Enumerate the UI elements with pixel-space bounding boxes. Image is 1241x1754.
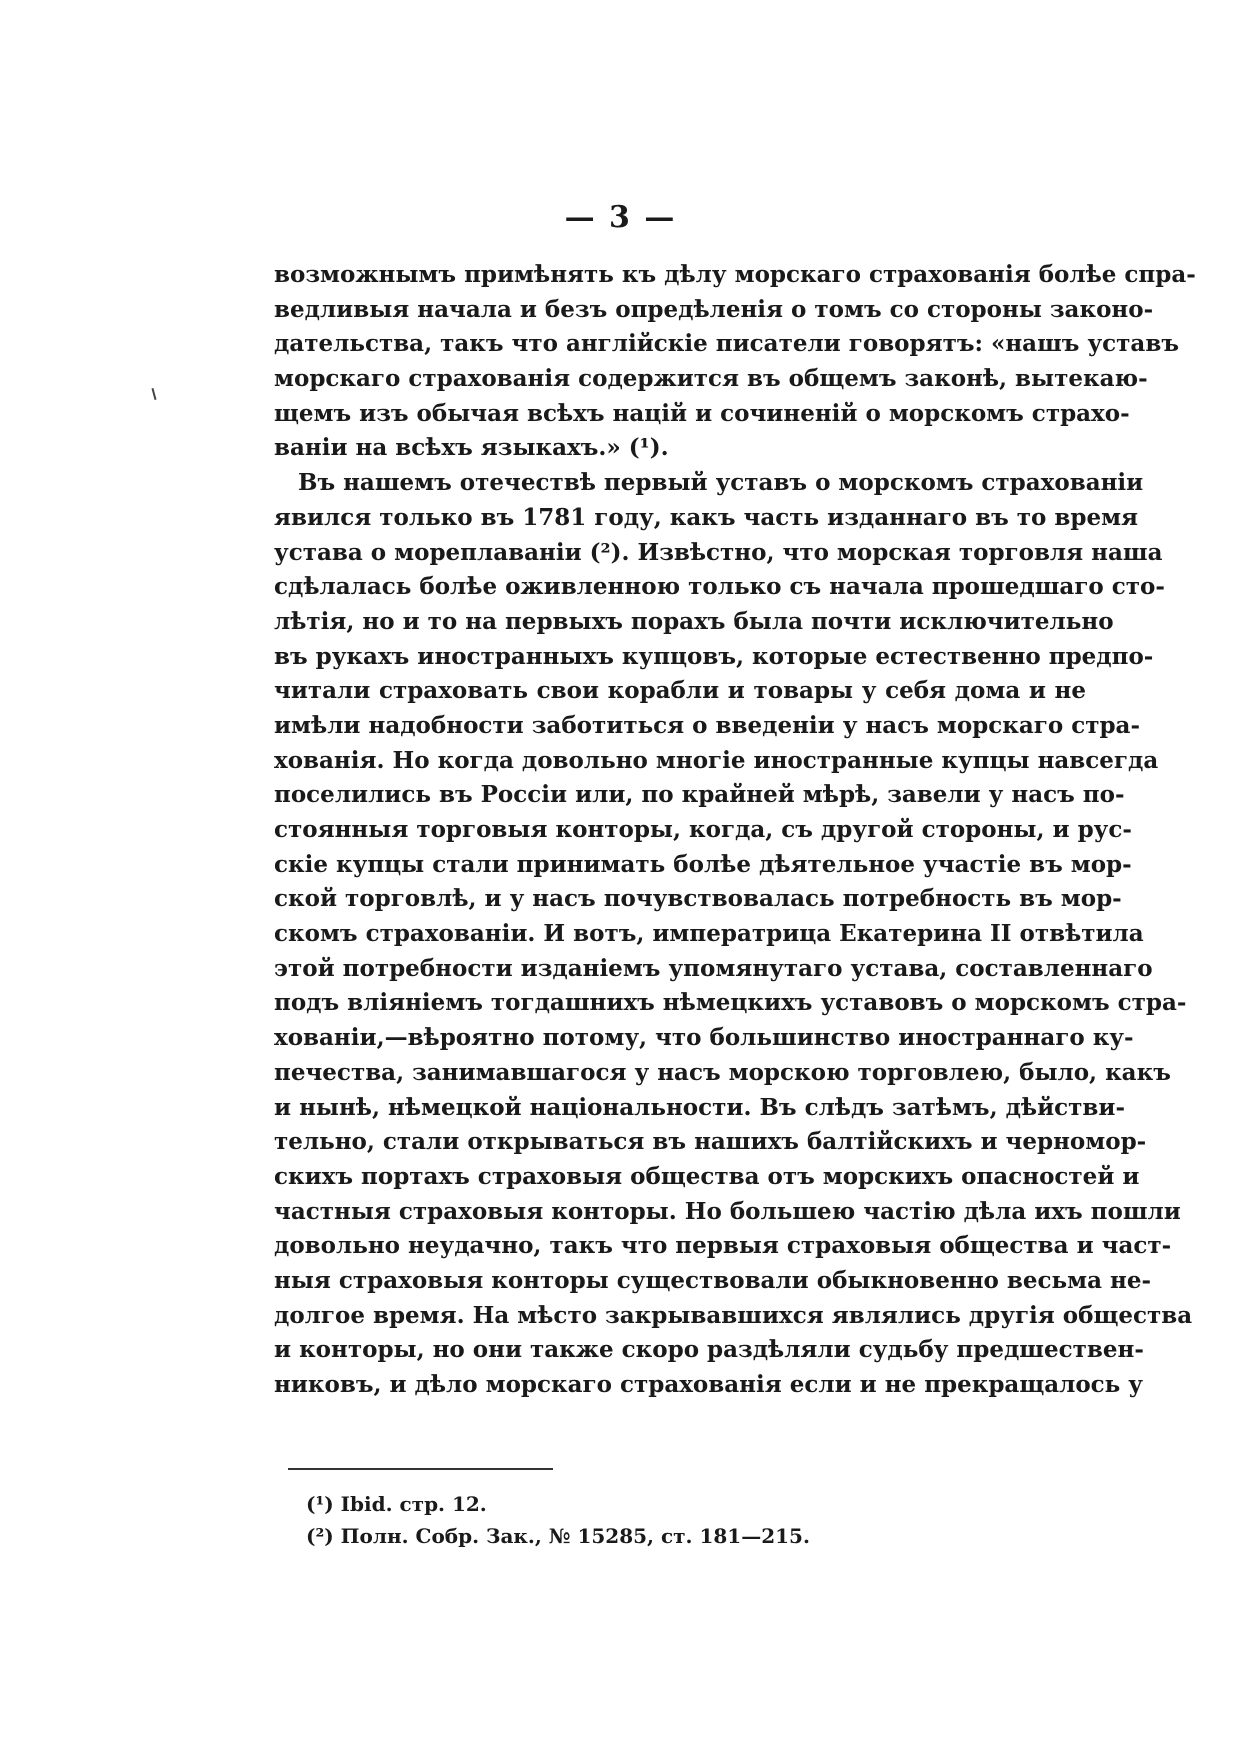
page-number: — 3 —: [564, 200, 677, 235]
text-line: хованіи,—вѣроятно потому, что большинство иностраннаго ку-: [274, 1024, 1134, 1052]
text-line: ведливыя начала и безъ опредѣленія о томъ со стороны законо-: [274, 295, 1154, 323]
text-line: и конторы, но они также скоро раздѣляли судьбу предшествен-: [274, 1336, 1144, 1364]
text-line: въ рукахъ иностранныхъ купцовъ, которые естественно предпо-: [274, 642, 1154, 670]
text-line: печества, занимавшагося у насъ морскою торговлею, было, какъ: [274, 1058, 1171, 1086]
text-line: ныя страховыя конторы существовали обыкновенно весьма не-: [274, 1266, 1152, 1294]
text-line: поселились въ Россіи или, по крайней мѣрѣ, завели у насъ по-: [274, 781, 1125, 809]
text-line: скихъ портахъ страховыя общества отъ морскихъ опасностей и: [274, 1162, 1140, 1190]
text-line: сдѣлалась болѣе оживленною только съ начала прошедшаго сто-: [274, 573, 1165, 601]
body-text: [274, 258, 1196, 1403]
text-line: ской торговлѣ, и у насъ почувствовалась потребность въ мор-: [274, 885, 1122, 913]
text-line: никовъ, и дѣло морскаго страхованія если и не прекращалось у: [274, 1371, 1144, 1398]
text-line: возможнымъ примѣнять къ дѣлу морскаго страхованія болѣе спра-: [274, 261, 1196, 288]
text-line: подъ вліяніемъ тогдашнихъ нѣмецкихъ уставовъ о морскомъ стра-: [274, 989, 1187, 1017]
text-line: довольно неудачно, такъ что первыя страховыя общества и част-: [274, 1232, 1172, 1260]
text-line: скомъ страхованіи. И вотъ, императрица Екатерина II отвѣтила: [274, 920, 1144, 948]
footnote: (²) Полн. Собр. Зак., № 15285, ст. 181—215.: [306, 1524, 810, 1548]
footnote: (¹) Ibid. стр. 12.: [306, 1492, 487, 1516]
text-line: этой потребности изданіемъ упомянутаго устава, составленнаго: [274, 954, 1153, 982]
text-line: читали страховать свои корабли и товары у себя дома и не: [274, 677, 1086, 705]
text-line: Въ нашемъ отечествѣ первый уставъ о морскомъ страхованіи: [298, 469, 1144, 497]
text-line: и нынѣ, нѣмецкой національности. Въ слѣдъ затѣмъ, дѣйстви-: [274, 1093, 1125, 1121]
text-line: частныя страховыя конторы. Но большею частію дѣла ихъ пошли: [274, 1197, 1181, 1225]
text-line: ваніи на всѣхъ языкахъ.» (¹).: [274, 434, 669, 462]
text-line: устава о мореплаваніи (²). Извѣстно, что морская торговля наша: [274, 538, 1163, 566]
text-line: имѣли надобности заботиться о введеніи у насъ морскаго стра-: [274, 711, 1140, 739]
text-line: хованія. Но когда довольно многіе иностранные купцы навсегда: [274, 746, 1159, 774]
footnotes: [306, 1488, 1006, 1552]
text-line: тельно, стали открываться въ нашихъ балтійскихъ и черномор-: [274, 1128, 1147, 1156]
text-line: скіе купцы стали принимать болѣе дѣятельное участіе въ мор-: [274, 850, 1132, 878]
text-line: морскаго страхованія содержится въ общемъ законѣ, вытекаю-: [274, 365, 1148, 393]
scan-artifact: [151, 388, 156, 400]
text-line: щемъ изъ обычая всѣхъ націй и сочиненій о морскомъ страхо-: [274, 399, 1130, 427]
footnote-divider: [288, 1468, 553, 1470]
text-line: стоянныя торговыя конторы, когда, съ другой стороны, и рус-: [274, 816, 1132, 843]
text-line: явился только въ 1781 году, какъ часть изданнаго въ то время: [274, 503, 1139, 531]
text-line: дательства, такъ что англійскіе писатели говорятъ: «нашъ уставъ: [274, 330, 1179, 358]
text-line: лѣтія, но и то на первыхъ порахъ была почти исключительно: [274, 607, 1114, 635]
text-line: долгое время. На мѣсто закрывавшихся являлись другія общества: [274, 1301, 1193, 1329]
